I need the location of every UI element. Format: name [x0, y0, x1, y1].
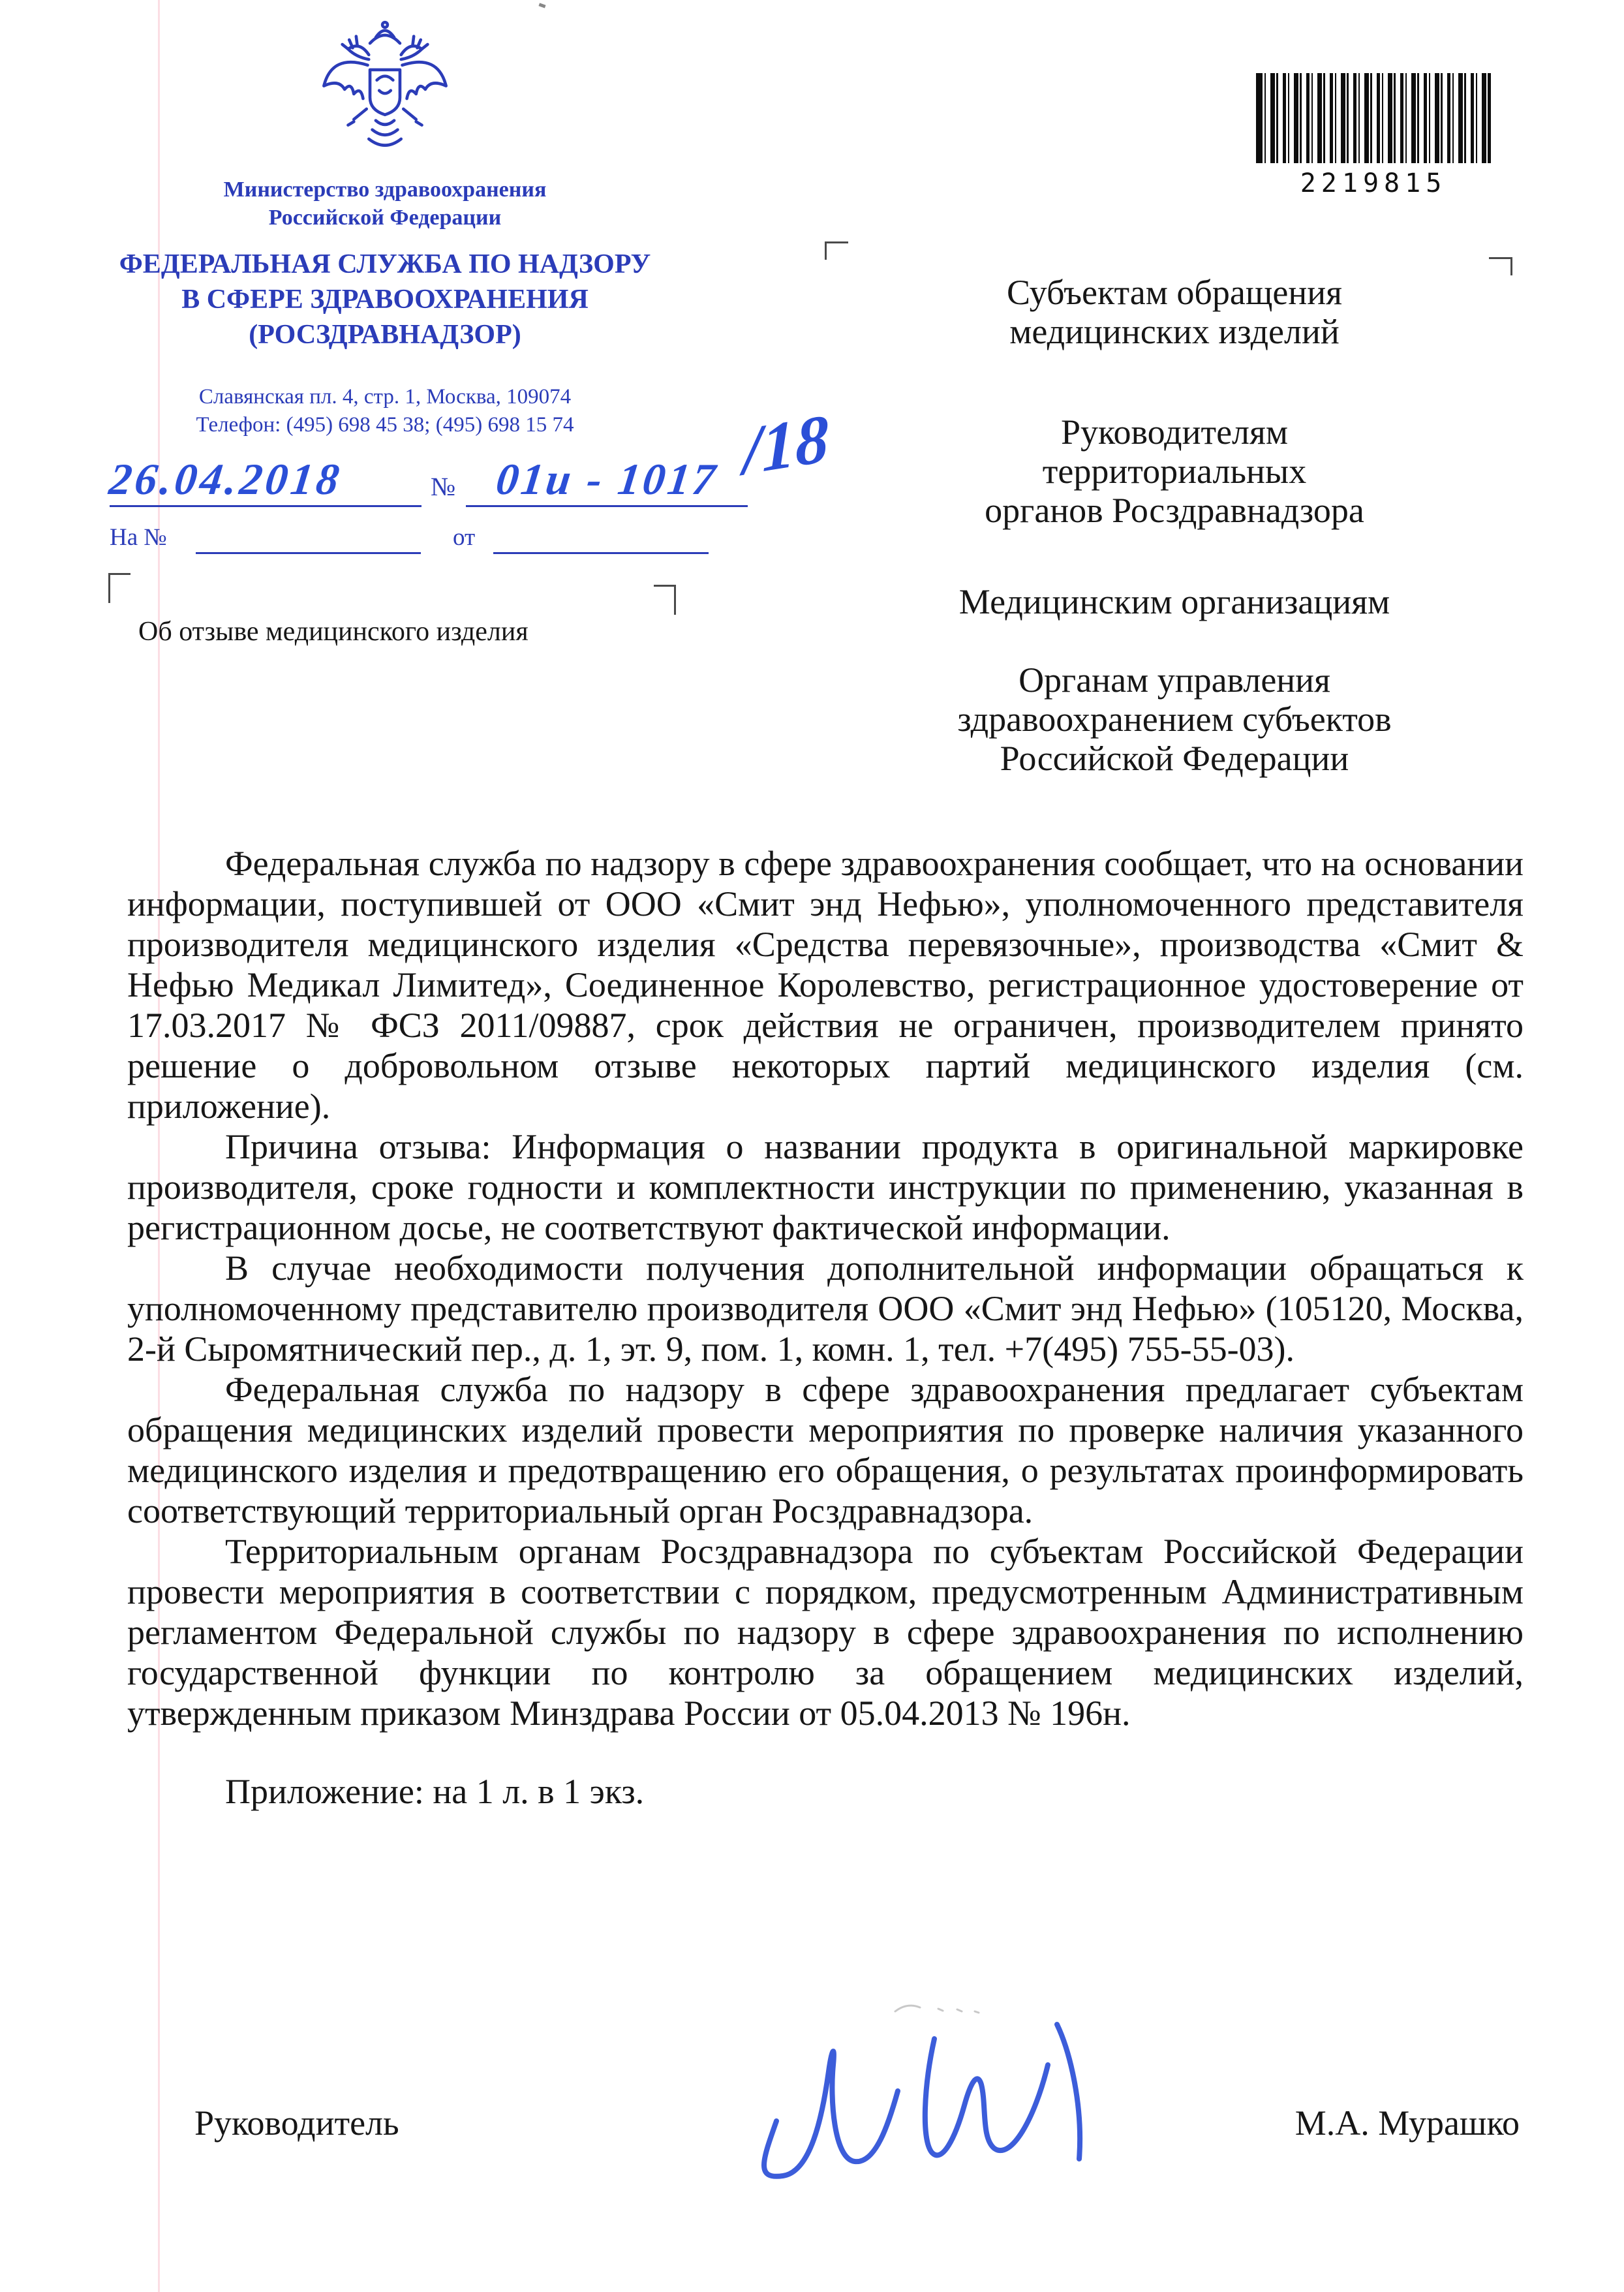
service-line-2: В СФЕРЕ ЗДРАВООХРАНЕНИЯ	[181, 284, 589, 315]
postal-address: Славянская пл. 4, стр. 1, Москва, 109074	[198, 385, 572, 409]
addressee-line: Субъектам обращения	[1006, 273, 1343, 312]
outgoing-date-handwritten: 26.04.2018	[106, 454, 345, 504]
reply-date-blank-line	[493, 523, 709, 554]
emblem-wrap	[59, 18, 711, 174]
number-sign: №	[431, 472, 456, 501]
body-paragraph: Федеральная служба по надзору в сфере здравоохранения предлагает субъектам обращения медицинских изделий провести мероприятия по проверке наличия указанного медицинского изделия и предотвращению его обращения, о результатах проинформировать соответствующий территориальный орган Росздравнадзора.	[127, 1370, 1524, 1530]
subject-line: Об отзыве медицинского изделия	[138, 617, 529, 647]
addressee-line: органов Росздравнадзора	[985, 491, 1364, 530]
addressee-line: территориальных	[1042, 452, 1307, 491]
barcode	[1256, 73, 1491, 163]
outgoing-number-field	[466, 446, 748, 507]
body-paragraph: Причина отзыва: Информация о названии продукта в оригинальной маркировке производителя, сроке годности и комплектности инструкции по применению, указанная в регистрационном досье, не соответствуют фактической информации.	[127, 1127, 1524, 1247]
scan-artifact-tick	[538, 3, 545, 8]
signer-name: М.А. Мурашко	[1295, 2103, 1520, 2143]
service-line-1: ФЕДЕРАЛЬНАЯ СЛУЖБА ПО НАДЗОРУ	[119, 249, 651, 279]
reply-number-blank-line	[196, 523, 421, 554]
addressee-block	[845, 660, 1504, 778]
ministry-name	[59, 176, 711, 232]
letter-body	[127, 843, 1524, 1812]
outgoing-number-handwritten: 01и - 1017	[493, 454, 720, 504]
outgoing-number-suffix-handwritten: /18	[742, 400, 830, 489]
addressee-line: здравоохранением субъектов	[957, 700, 1392, 739]
reply-from-label: от	[453, 524, 476, 551]
addressee-block	[845, 582, 1504, 621]
corner-mark	[108, 573, 130, 603]
phone-line: Телефон: (495) 698 45 38; (495) 698 15 74	[196, 413, 574, 437]
addressee-line: Медицинским организациям	[958, 582, 1390, 621]
reply-to-number-label: На №	[110, 524, 167, 551]
body-paragraph: Территориальным органам Росздравнадзора по субъектам Российской Федерации провести мероприятия в соответствии с порядком, предусмотренным Административным регламентом Федеральной службы по надзору в сфере здравоохранения по исполнению государственной функции по контролю за обращением медицинских изделий, утвержденным приказом Минздрава России от 05.04.2013 № 196н.	[127, 1532, 1524, 1733]
corner-mark	[825, 241, 848, 260]
addressee-line: Руководителям	[1061, 412, 1288, 452]
service-line-3: (РОСЗДРАВНАДЗОР)	[249, 319, 521, 350]
barcode-box	[1256, 73, 1491, 198]
corner-mark	[654, 585, 676, 615]
outgoing-date-field	[106, 446, 421, 507]
body-paragraph: Федеральная служба по надзору в сфере здравоохранения сообщает, что на основании информации, поступившей от ООО «Смит энд Нефью», уполномоченного представителя производителя медицинского изделия «Средства перевязочные», производства «Смит & Нефью Медикал Лимитед», Соединенное Королевство, регистрационное удостоверение от 17.03.2017 № ФСЗ 2011/09887, срок действия не ограничен, производителем принято решение о добровольном отзыве некоторых партий медицинского изделия (см. приложение).	[127, 844, 1524, 1126]
addressee-line: медицинских изделий	[1009, 312, 1340, 351]
letterhead	[59, 18, 711, 437]
addressee-block	[845, 273, 1504, 351]
russia-coat-of-arms-icon	[316, 18, 454, 170]
body-paragraph: В случае необходимости получения дополнительной информации обращаться к уполномоченному представителю производителя ООО «Смит энд Нефью» (105120, Москва, 2-й Сыромятнический пер., д. 1, эт. 9, пом. 1, комн. 1, тел. +7(495) 755-55-03).	[127, 1248, 1524, 1369]
attachment-line: Приложение: на 1 л. в 1 экз.	[225, 1772, 645, 1811]
ministry-line-2: Российской Федерации	[268, 205, 502, 230]
ministry-line-1: Министерство здравоохранения	[223, 178, 547, 202]
barcode-number: 2219815	[1300, 168, 1447, 198]
signer-title: Руководитель	[194, 2103, 399, 2143]
service-name	[59, 247, 711, 352]
addressee-line: Органам управления	[1019, 660, 1330, 700]
addressee-line: Российской Федерации	[1000, 739, 1349, 778]
addressee-block	[845, 412, 1504, 530]
signature-stroke	[731, 1984, 1161, 2206]
